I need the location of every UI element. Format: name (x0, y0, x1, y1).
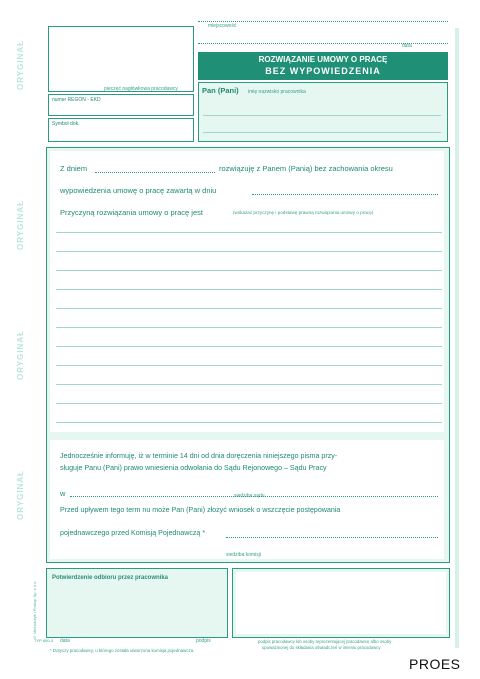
z-dniem-label: Z dniem (60, 164, 88, 173)
wypowiedzenia-text: wypowiedzenia umowę o pracę zawartą w dniu (60, 186, 217, 195)
date-label: data (402, 43, 412, 49)
jednoczesnie-line-2: sługuje Panu (Pani) prawo wniesienia odwołania do Sądu Rejonowego – Sądu Pracy (60, 464, 327, 472)
right-margin-bar (455, 28, 459, 648)
pojednawczego-text: pojednawczego przed Komisją Pojednawczą * (60, 529, 206, 537)
receipt-podpis-label: podpis (196, 638, 211, 644)
reason-line-5[interactable] (56, 308, 442, 309)
przyczyna-hint: (wskazać przyczynę i podstawę prawną rozwiązania umowy o pracę) (233, 210, 374, 215)
footnote: * Dotyczy pracodawcy, u którego została utworzona komisja pojednawcza. (50, 648, 195, 653)
pan-line-2[interactable] (203, 132, 441, 133)
regon-label: numer REGON - EKD (52, 97, 101, 103)
receipt-date-label: data (60, 638, 70, 644)
commission-seat-field[interactable] (226, 537, 438, 538)
siedziba-sadu-label: siedziba sądu (234, 493, 265, 499)
signature-label-2: upoważnionej do składania oświadczeń w imieniu pracodawcy (262, 645, 381, 650)
title-line-2: BEZ WYPOWIEDZENIA (265, 66, 381, 76)
rozwiazuje-text: rozwiązuję z Panem (Panią) bez zachowania okresu (219, 164, 393, 173)
section-separator (50, 432, 444, 440)
form-code: TYP 600-3 (34, 638, 54, 643)
employer-stamp-box[interactable] (48, 26, 194, 92)
pan-hint: imię nazwisko pracownika (248, 89, 306, 95)
brand-logo: PROES (409, 656, 461, 672)
siedziba-komisji-label: siedziba komisji (226, 552, 262, 558)
w-label: w (60, 489, 66, 498)
reason-line-3[interactable] (56, 270, 442, 271)
reason-line-1[interactable] (56, 232, 442, 233)
publisher-line: © Michalczyk i Prokop Sp. z o.o. (32, 580, 37, 640)
przed-uplywem-text: Przed upływem tego term nu może Pan (Pani) złożyć wniosek o wszczęcie postępowania (60, 506, 341, 514)
przyczyna-label: Przyczyną rozwiązania umowy o pracę jest (60, 208, 203, 217)
original-watermark-mid: ORYGINAŁ (16, 200, 25, 250)
signature-inner (236, 572, 446, 634)
reason-line-7[interactable] (56, 346, 442, 347)
receipt-label: Potwierdzenie odbioru przez pracownika (52, 575, 169, 581)
reason-line-8[interactable] (56, 365, 442, 366)
original-watermark-mid2: ORYGINAŁ (16, 330, 25, 380)
jednoczesnie-line-1: Jednocześnie informuję, iż w terminie 14 dni od dnia doręczenia niniejszego pisma przy- (60, 452, 338, 460)
reason-line-6[interactable] (56, 327, 442, 328)
reason-line-4[interactable] (56, 289, 442, 290)
signature-label-1: podpis pracodawcy lub osoby reprezentującej pracodawcę albo osoby (258, 639, 392, 644)
contract-date-field[interactable] (252, 194, 438, 195)
pan-line-1[interactable] (203, 115, 441, 116)
pan-label: Pan (Pani) (202, 86, 239, 95)
z-dniem-field[interactable] (95, 172, 215, 173)
original-watermark-bottom: ORYGINAŁ (16, 470, 25, 520)
symbol-label: Symbol dok. (52, 121, 80, 127)
title-line-1: ROZWIĄZANIE UMOWY O PRACĘ (258, 55, 388, 64)
employer-stamp-label: pieczęć nagłówkowa pracodawcy (104, 86, 178, 92)
reason-line-11[interactable] (56, 422, 442, 423)
place-label: miejscowość (208, 23, 237, 29)
reason-line-9[interactable] (56, 384, 442, 385)
place-date-line[interactable] (198, 21, 448, 22)
reason-line-10[interactable] (56, 403, 442, 404)
original-watermark-top: ORYGINAŁ (16, 40, 25, 90)
reason-line-2[interactable] (56, 251, 442, 252)
